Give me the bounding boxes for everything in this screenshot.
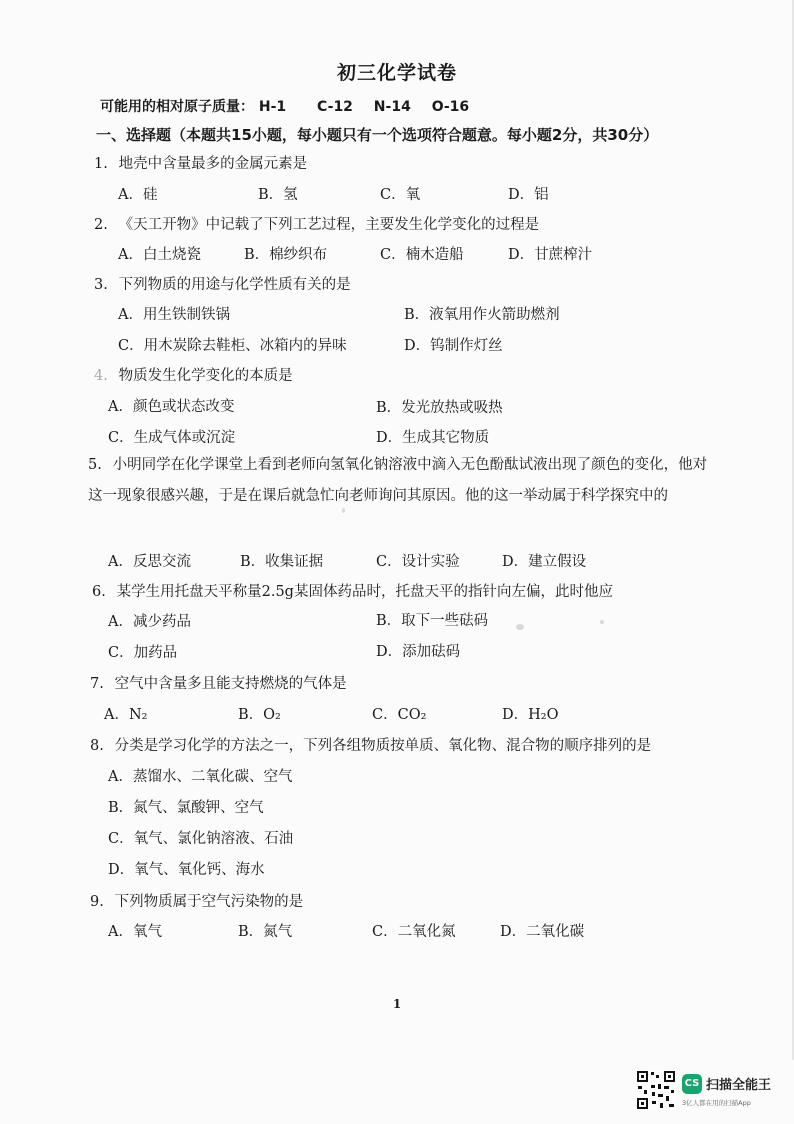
option-3c: C．用木炭除去鞋柜、冰箱内的异味 [118, 338, 347, 354]
question-stem: 下列物质的用途与化学性质有关的是 [118, 277, 351, 293]
question-number: 4. [94, 368, 108, 384]
question-stem: 物质发生化学变化的本质是 [118, 368, 293, 384]
watermark-tagline: 3亿人都在用的扫描App [682, 1099, 751, 1107]
question-number: 5. [88, 457, 102, 473]
question-4 [94, 364, 293, 385]
option-6d: D．添加砝码 [376, 644, 461, 660]
section-header: 一、选择题（本题共15小题，每小题只有一个选项符合题意。每小题2分，共30分） [96, 126, 659, 144]
option-6b: B．取下一些砝码 [376, 613, 489, 629]
page-title: 初三化学试卷 [336, 62, 457, 84]
page-number: 1 [392, 997, 402, 1011]
option-2c: C．楠木造船 [380, 247, 464, 263]
option-8c: C．氧气、氯化钠溶液、石油 [108, 831, 294, 847]
camscanner-logo-icon: CS [682, 1074, 702, 1094]
option-5b: B．收集证据 [240, 554, 324, 570]
option-8d: D．氧气、氧化钙、海水 [108, 862, 265, 878]
option-9c: C．二氧化氮 [372, 924, 456, 940]
option-4a: A．颜色或状态改变 [108, 399, 235, 415]
option-2a: A．白土烧瓷 [118, 247, 201, 263]
atomic-mass-o: O-16 [431, 99, 470, 115]
option-3a: A．用生铁制铁锅 [118, 307, 230, 323]
option-1d: D．铝 [508, 187, 549, 203]
option-5a: A．反思交流 [108, 554, 191, 570]
option-7b: B．O₂ [238, 707, 281, 723]
atomic-mass-n: N-14 [373, 99, 411, 115]
scan-speck [516, 624, 524, 630]
question-1 [94, 152, 307, 173]
atomic-mass-line [100, 96, 479, 116]
question-2 [94, 213, 539, 234]
option-6c: C．加药品 [108, 645, 178, 661]
option-1a: A．硅 [118, 187, 158, 203]
question-stem: 地壳中含量最多的金属元素是 [118, 156, 308, 172]
question-number: 2. [94, 217, 108, 233]
option-7c: C．CO₂ [372, 707, 427, 723]
option-7d: D．H₂O [502, 707, 559, 723]
question-number: 7. [90, 676, 104, 692]
scan-speck [600, 620, 604, 624]
question-stem: 《天工开物》中记载了下列工艺过程，主要发生化学变化的过程是 [118, 217, 540, 233]
option-1b: B．氢 [258, 187, 298, 203]
question-5 [88, 450, 718, 512]
atomic-mass-c: C-12 [317, 99, 353, 115]
option-9b: B．氮气 [238, 924, 293, 940]
question-number: 6. [92, 584, 106, 600]
atomic-mass-h: H-1 [258, 99, 287, 115]
question-number: 8. [90, 738, 104, 754]
question-number: 9. [90, 894, 104, 910]
question-6 [92, 580, 613, 601]
option-4c: C．生成气体或沉淀 [108, 430, 236, 446]
question-7 [90, 672, 347, 693]
question-stem: 空气中含量多且能支持燃烧的气体是 [114, 676, 347, 692]
scan-speck [342, 508, 345, 513]
question-9 [90, 890, 303, 911]
qr-code-icon [636, 1070, 676, 1110]
option-5d: D．建立假设 [502, 554, 587, 570]
question-stem: 分类是学习化学的方法之一，下列各组物质按单质、氧化物、混合物的顺序排列的是 [114, 738, 652, 754]
option-4d: D．生成其它物质 [376, 430, 490, 446]
option-3d: D．钨制作灯丝 [404, 338, 503, 354]
option-7a: A．N₂ [104, 707, 148, 723]
option-9a: A．氧气 [108, 924, 162, 940]
option-5c: C．设计实验 [376, 554, 460, 570]
question-number: 1. [94, 156, 108, 172]
question-3 [94, 273, 351, 294]
question-stem: 下列物质属于空气污染物的是 [114, 894, 304, 910]
option-4b: B．发光放热或吸热 [376, 400, 503, 416]
option-1c: C．氧 [380, 187, 421, 203]
option-8a: A．蒸馏水、二氧化碳、空气 [108, 769, 293, 785]
option-9d: D．二氧化碳 [500, 924, 585, 940]
option-2b: B．棉纱织布 [244, 247, 328, 263]
question-stem: 小明同学在化学课堂上看到老师向氢氧化钠溶液中滴入无色酚酞试液出现了颜色的变化，他对这一现象很感兴趣，于是在课后就急忙向老师询问其原因。他的这一举动属于科学探究中的 [88, 457, 708, 504]
atomic-mass-label: 可能用的相对原子质量： [100, 99, 254, 115]
option-2d: D．甘蔗榨汁 [508, 247, 593, 263]
watermark-app-name: 扫描全能王 [706, 1078, 772, 1093]
scanner-watermark [636, 1070, 786, 1112]
question-8 [90, 734, 651, 755]
option-6a: A．减少药品 [108, 614, 191, 630]
option-3b: B．液氧用作火箭助燃剂 [404, 307, 560, 323]
question-stem: 某学生用托盘天平称量2.5g某固体药品时，托盘天平的指针向左偏，此时他应 [116, 584, 613, 600]
option-8b: B．氮气、氯酸钾、空气 [108, 800, 264, 816]
question-number: 3. [94, 277, 108, 293]
